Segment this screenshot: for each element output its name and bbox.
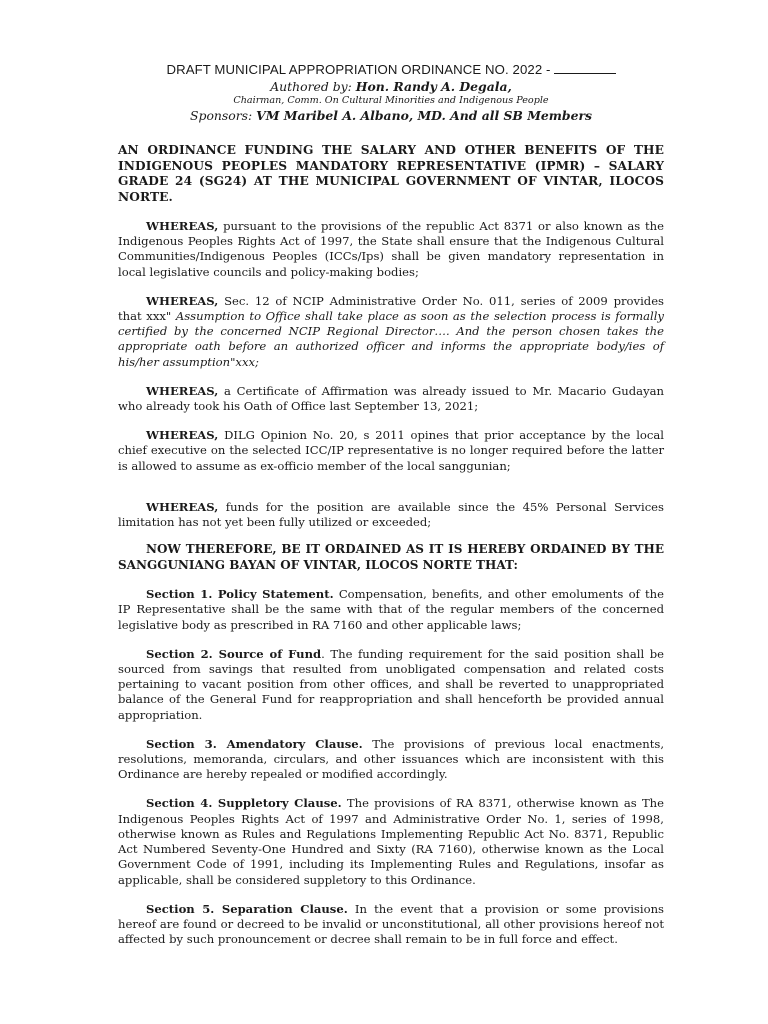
- section-3: [118, 737, 664, 783]
- sponsors-names: VM Maribel A. Albano, MD. And all SB Members: [256, 108, 592, 123]
- whereas-quoted-text: Assumption to Office shall take place as soon as the selection process is formally certified by the concerned NCIP Regional Director…. And the person chosen takes the appropriate oath before an authorized officer and informs the appropriate body/ies of his/her assumption"xxx;: [118, 309, 664, 369]
- whereas-text: funds for the position are available since the 45% Personal Services limitation has not yet been fully utilized or exceeded;: [118, 499, 664, 530]
- whereas-text: a Certificate of Affirmation was already issued to Mr. Macario Gudayan who already took his Oath of Office last September 13, 2021;: [118, 383, 665, 414]
- whereas-label: WHEREAS,: [146, 219, 219, 233]
- section-label: Section 4. Suppletory Clause.: [146, 796, 342, 811]
- ordinance-heading: AN ORDINANCE FUNDING THE SALARY AND OTHER BENEFITS OF THE INDIGENOUS PEOPLES MANDATORY REPRESENTATIVE (IPMR) – SALARY GRADE 24 (SG24) AT THE MUNICIPAL GOVERNMENT OF VINTAR, ILOCOS NORTE.: [118, 143, 664, 204]
- ordinance-title-text: DRAFT MUNICIPAL APPROPRIATION ORDINANCE NO. 2022 -: [166, 62, 551, 77]
- section-5: [118, 902, 664, 948]
- author-role: Chairman, Comm. On Cultural Minorities and Indigenous People: [233, 95, 549, 106]
- section-1: [118, 587, 664, 633]
- whereas-clause-5: [118, 500, 664, 530]
- section-text: The provisions of previous local enactments, resolutions, memoranda, circulars, and other issuances which are inconsistent with this Ordinance are hereby repealed or modified accordingly.: [118, 736, 665, 782]
- document-page: [118, 62, 664, 947]
- section-label: Section 5. Separation Clause.: [146, 901, 348, 916]
- authored-by-label: Authored by:: [270, 79, 352, 94]
- sponsors-line: [118, 108, 664, 123]
- ordinance-title: [118, 62, 664, 78]
- whereas-clause-2: [118, 294, 664, 370]
- sponsors-label: Sponsors:: [190, 108, 253, 123]
- whereas-clause-1: [118, 219, 664, 280]
- author-name: Hon. Randy A. Degala,: [355, 79, 512, 94]
- section-text: Compensation, benefits, and other emoluments of the IP Representative shall be the same with that of the regular members of the concerned legislative body as prescribed in RA 7160 and other applicable laws;: [118, 587, 665, 632]
- whereas-label: WHEREAS,: [146, 428, 219, 443]
- whereas-clause-4: [118, 428, 664, 474]
- section-label: Section 2. Source of Fund: [146, 646, 322, 661]
- section-2: [118, 647, 664, 723]
- section-text: In the event that a provision or some provisions hereof are found or decreed to be invalid or unconstitutional, all other provisions hereof not affected by such pronouncement or decree shall remain to be in full force and effect.: [118, 901, 664, 947]
- section-label: Section 3. Amendatory Clause.: [146, 736, 363, 751]
- section-4: [118, 796, 664, 887]
- whereas-clause-3: [118, 384, 664, 414]
- whereas-label: WHEREAS,: [146, 499, 219, 514]
- author-line: [118, 79, 664, 94]
- whereas-text: pursuant to the provisions of the republic Act 8371 or also known as the Indigenous Peoples Rights Act of 1997, the State shall ensure that the Indigenous Cultural Communities/Indigenous Peoples (ICCs/Ips) shall be given mandatory representation in local legislative councils and policy-making bodies;: [118, 219, 665, 279]
- ordinance-number-blank: [554, 62, 616, 74]
- whereas-text: Sec. 12 of NCIP Administrative Order No. 011, series of 2009 provides that xxx": [118, 293, 665, 324]
- ordaining-clause: NOW THEREFORE, BE IT ORDAINED AS IT IS HEREBY ORDAINED BY THE SANGGUNIANG BAYAN OF VINTAR, ILOCOS NORTE THAT:: [118, 542, 664, 572]
- section-label: Section 1. Policy Statement.: [146, 587, 334, 602]
- whereas-label: WHEREAS,: [146, 293, 219, 308]
- whereas-text: DILG Opinion No. 20, s 2011 opines that prior acceptance by the local chief executive on the selected ICC/IP representative is no longer required before the latter is allowed to assume as ex-officio member of the local sanggunian;: [118, 428, 664, 473]
- section-text: . The funding requirement for the said position shall be sourced from savings that resulted from unobligated compensation and related costs pertaining to vacant position from other offices, and shall be reverted to unappropriated balance of the General Fund for reappropriation and shall henceforth be provided annual appropriation.: [118, 646, 664, 722]
- whereas-label: WHEREAS,: [146, 383, 219, 398]
- section-text: The provisions of RA 8371, otherwise known as The Indigenous Peoples Rights Act of 1997 and Administrative Order No. 1, series of 1998, otherwise known as Rules and Regulations Implementing Republic Act No. 8371, Republic Act Numbered Seventy-One Hundred and Sixty (RA 7160), otherwise known as the Local Government Code of 1991, including its Implementing Rules and Regulations, insofar as applicable, shall be considered suppletory to this Ordinance.: [118, 796, 665, 887]
